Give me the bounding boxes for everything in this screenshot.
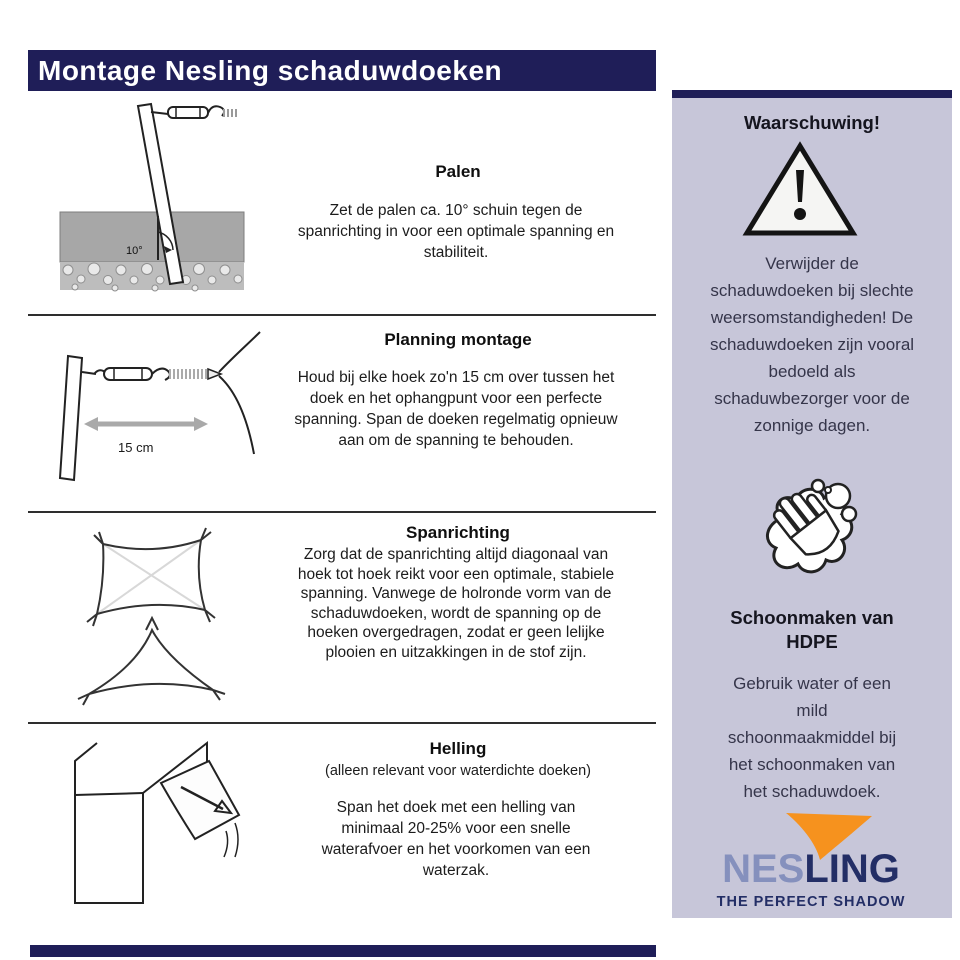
section-body-helling: Span het doek met een helling van minimaal 20-25% voor een snelle waterafvoer en het voorkomen van een waterzak. — [321, 799, 591, 879]
rope-stub — [224, 109, 236, 117]
section-divider — [28, 511, 656, 513]
section-body-spanrichting: Zorg dat de spanrichting altijd diagonaal van hoek tot hoek reikt voor een optimale, stabiele spanning. Vanwege de holronde vorm van de schaduwdoeken, wordt de spanning op de hoeken overgedragen, zodat er geen lelijke plooien en uitzakkingen in de stof zijn. — [297, 546, 615, 661]
cleaning-body: Gebruik water of een mild schoonmaakmiddel bij het schoonmaken van het schaduwdoek. — [727, 674, 897, 801]
spring-coil — [170, 369, 206, 379]
header-bar — [28, 50, 656, 91]
section-heading-palen: Palen — [435, 162, 481, 181]
page-title: Montage Nesling schaduwdoeken — [38, 55, 503, 86]
angle-label: 10° — [126, 245, 143, 257]
sidebar-panel — [672, 90, 952, 918]
slope-drainage-diagram — [45, 731, 257, 923]
section-heading-spanrichting: Spanrichting — [406, 523, 510, 542]
section-divider — [28, 314, 656, 316]
warning-body: Verwijder de schaduwdoeken bij slechte weersomstandigheden! De schaduwdoeken zijn vooral bedoeld als schaduwbezorger voor de zonnige dagen. — [709, 254, 915, 435]
logo-wordmark — [696, 846, 926, 892]
cleaning-heading: Schoonmaken van HDPE — [730, 607, 894, 652]
distance-label: 15 cm — [118, 440, 154, 455]
section-body-planning: Houd bij elke hoek zo'n 15 cm over tussen het doek en het ophangpunt voor een perfecte spanning. Span de doeken regelmatig opnieuw aan om de spanning te behouden. — [294, 369, 618, 449]
logo-tagline: THE PERFECT SHADOW — [716, 894, 906, 910]
turnbuckle-spacing-diagram — [38, 328, 266, 500]
logo-text-nes: NES — [722, 847, 805, 891]
warning-heading: Waarschuwing! — [743, 112, 881, 133]
sail-tension-diagram — [55, 524, 255, 716]
section-heading-helling: Helling — [429, 739, 487, 758]
pole-angle-diagram — [52, 98, 252, 298]
hand-wash-icon — [752, 476, 862, 584]
section-subheading-helling: (alleen relevant voor waterdichte doeken) — [325, 763, 591, 779]
section-divider — [28, 722, 656, 724]
logo-text-ling: LING — [804, 847, 900, 891]
corner-arrows — [78, 690, 225, 705]
section-heading-planning: Planning montage — [384, 330, 532, 349]
footer-bar — [30, 945, 656, 957]
section-body-palen: Zet de palen ca. 10° schuin tegen de spanrichting in voor een optimale spanning en stabiliteit. — [297, 202, 615, 261]
warning-triangle-icon — [742, 140, 858, 240]
nesling-logo — [696, 810, 926, 916]
